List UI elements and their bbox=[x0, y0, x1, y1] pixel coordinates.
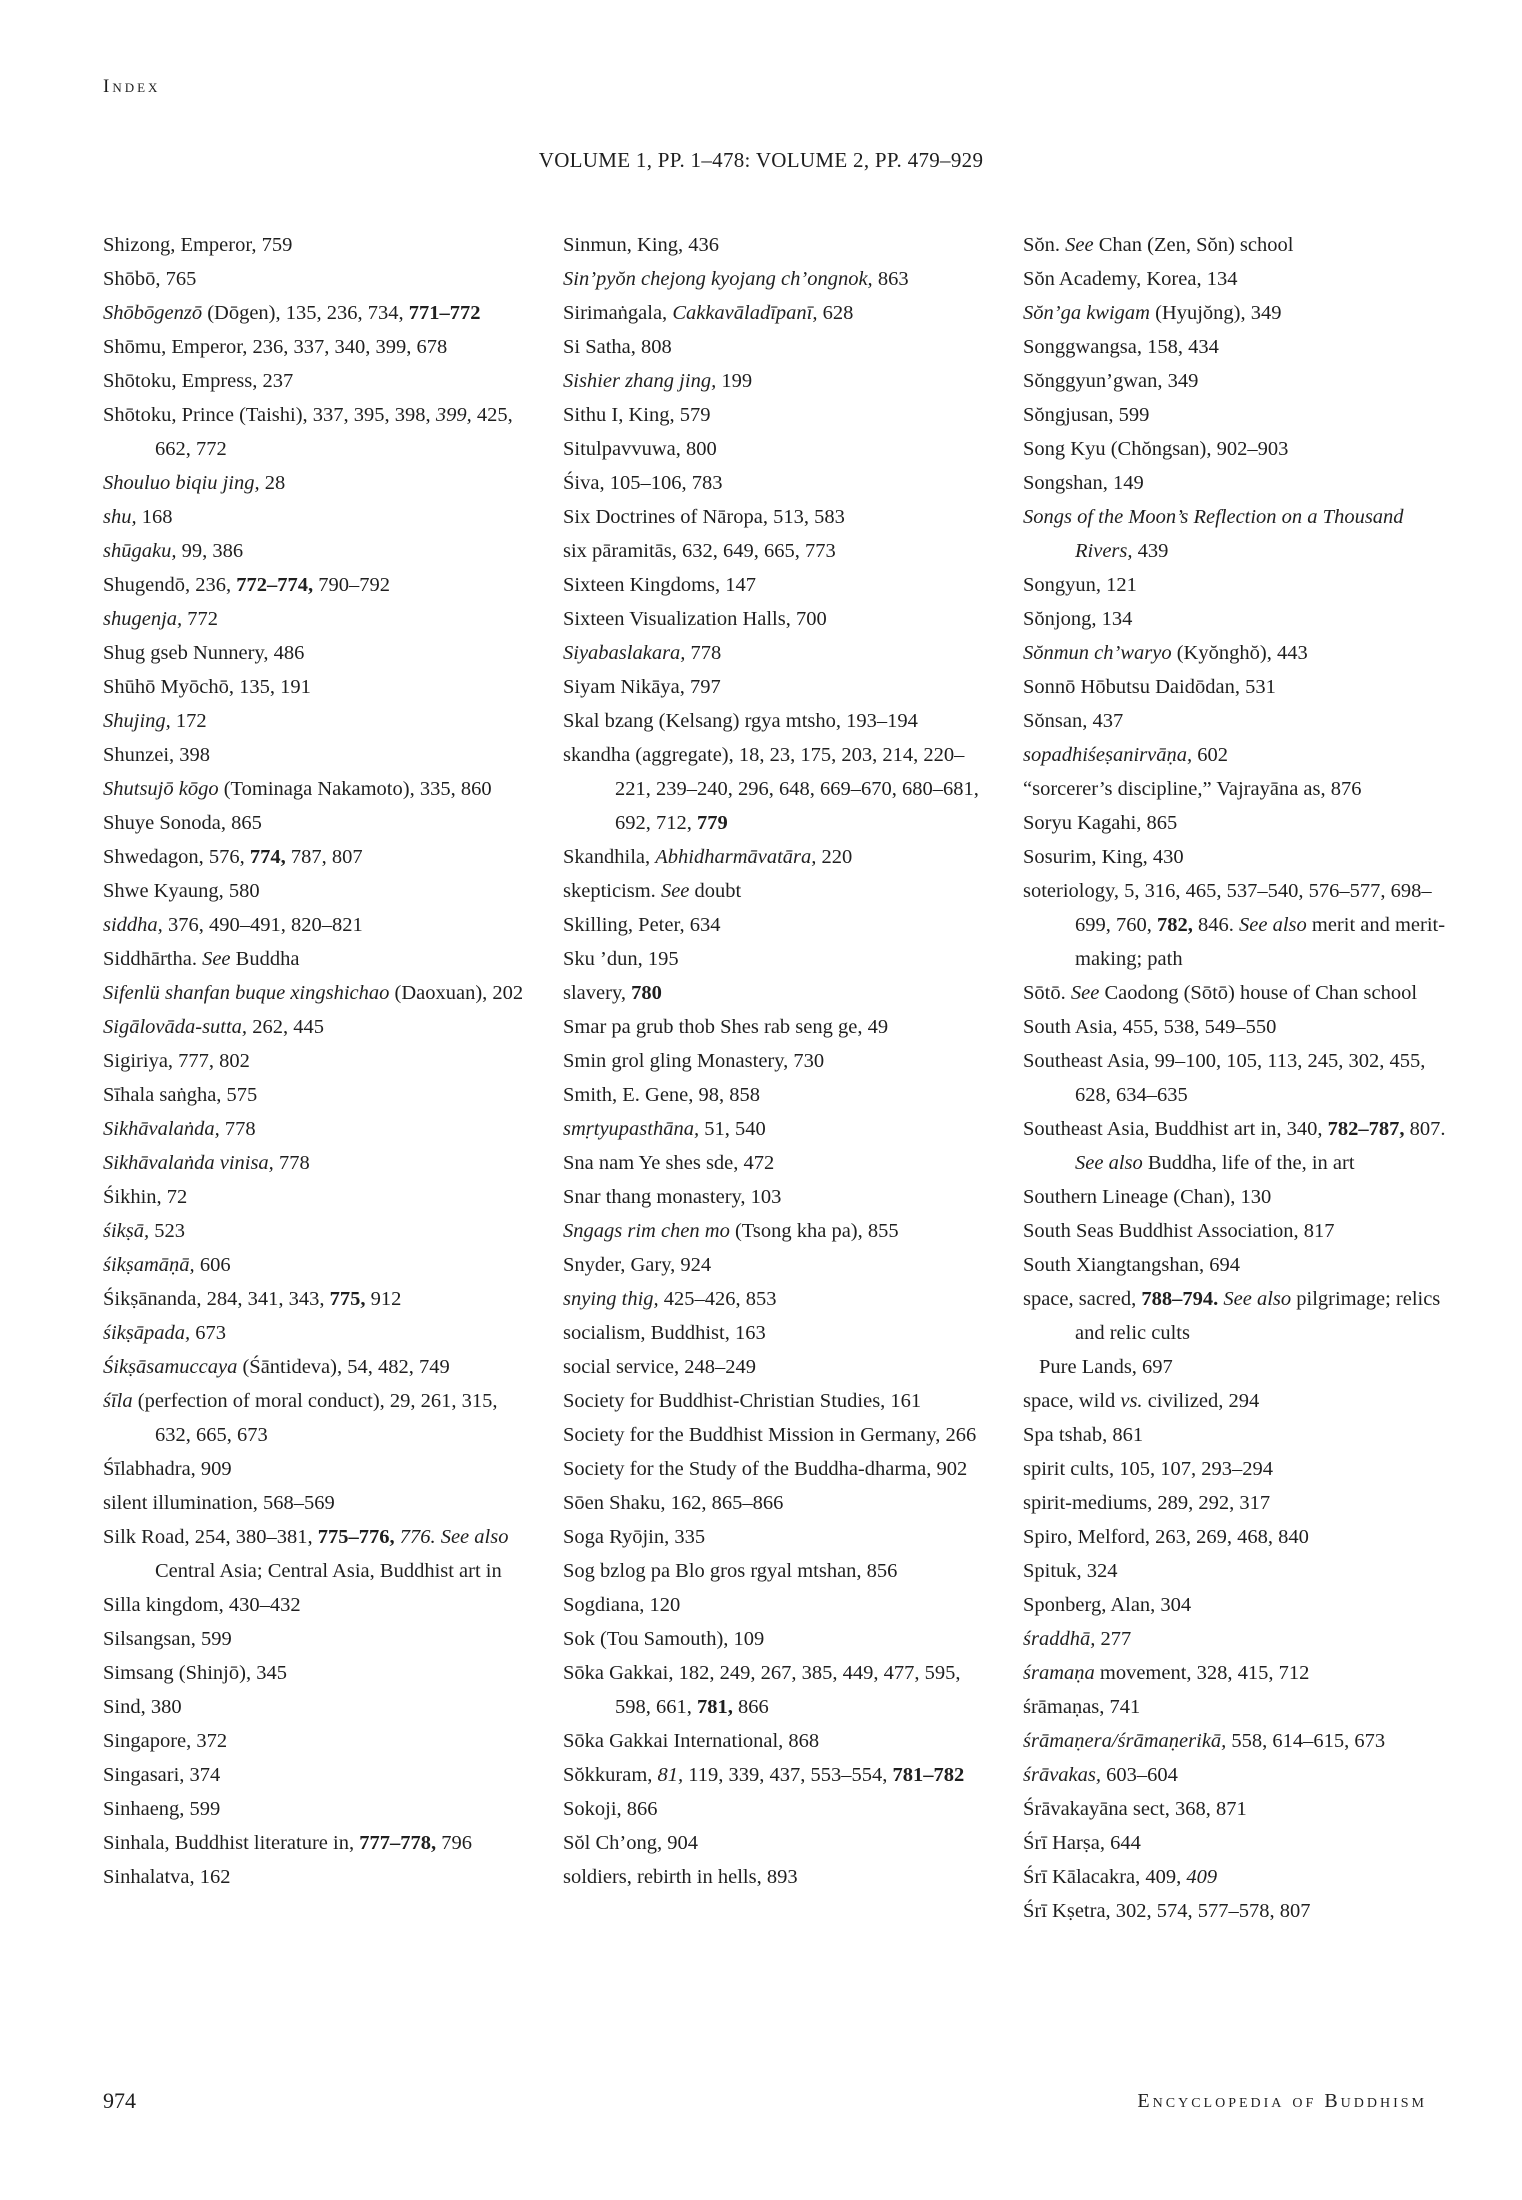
index-entry: shu, 168 bbox=[103, 506, 173, 528]
index-entry: Sind, 380 bbox=[103, 1696, 182, 1718]
index-entry: Sikhāvalaṅda vinisa, 778 bbox=[103, 1152, 310, 1174]
volume-range-heading: VOLUME 1, PP. 1–478: VOLUME 2, PP. 479–929 bbox=[538, 148, 984, 172]
index-entry: Smith, E. Gene, 98, 858 bbox=[563, 1084, 761, 1106]
index-entry: Sithu I, King, 579 bbox=[563, 404, 711, 426]
index-entry: Sŏnjong, 134 bbox=[1023, 608, 1133, 630]
index-entry: skepticism. See doubt bbox=[563, 880, 742, 902]
page-number: 974 bbox=[103, 2088, 136, 2113]
index-entry: Smin grol gling Monastery, 730 bbox=[563, 1050, 825, 1072]
index-entry: Sōen Shaku, 162, 865–866 bbox=[563, 1492, 784, 1514]
index-entry: Shōtoku, Empress, 237 bbox=[103, 370, 294, 392]
index-entry: Sōka Gakkai, 182, 249, 267, 385, 449, 477, 595, 598, 661, 781, 866 bbox=[563, 1662, 961, 1718]
index-entry: Shizong, Emperor, 759 bbox=[103, 234, 293, 256]
index-entry: Sogdiana, 120 bbox=[563, 1594, 681, 1616]
index-entry: South Xiangtangshan, 694 bbox=[1023, 1254, 1240, 1276]
index-entry: Shuye Sonoda, 865 bbox=[103, 812, 262, 834]
index-entry: Silla kingdom, 430–432 bbox=[103, 1594, 301, 1616]
index-entry: Spiro, Melford, 263, 269, 468, 840 bbox=[1023, 1526, 1309, 1548]
index-entry: śraddhā, 277 bbox=[1023, 1628, 1132, 1650]
index-entry: Sŏl Ch’ong, 904 bbox=[563, 1832, 698, 1854]
index-entry: shugenja, 772 bbox=[103, 608, 219, 630]
index-entry: Shūhō Myōchō, 135, 191 bbox=[103, 676, 311, 698]
index-entry: Sŏnmun ch’waryo (Kyŏnghŏ), 443 bbox=[1023, 642, 1308, 664]
index-entry: six pāramitās, 632, 649, 665, 773 bbox=[563, 540, 836, 562]
index-entry: Siyam Nikāya, 797 bbox=[563, 676, 721, 698]
index-entry: Southeast Asia, Buddhist art in, 340, 782–787, 807. See also Buddha, life of the, in art bbox=[1023, 1118, 1446, 1174]
index-entry: Sīhala saṅgha, 575 bbox=[103, 1084, 258, 1106]
index-entry: space, sacred, 788–794. See also pilgrimage; relics and relic cults bbox=[1023, 1288, 1441, 1344]
index-entry: socialism, Buddhist, 163 bbox=[563, 1322, 766, 1344]
index-entry: Soga Ryōjin, 335 bbox=[563, 1526, 706, 1548]
index-entry: Sngags rim chen mo (Tsong kha pa), 855 bbox=[563, 1220, 899, 1242]
index-entry: space, wild vs. civilized, 294 bbox=[1023, 1390, 1260, 1412]
index-entry: Sŏkkuram, 81, 119, 339, 437, 553–554, 781–782 bbox=[563, 1764, 965, 1786]
index-entry: Sigālovāda-sutta, 262, 445 bbox=[103, 1016, 324, 1038]
index-entry: Sinhaeng, 599 bbox=[103, 1798, 221, 1820]
index-entry: Sōka Gakkai International, 868 bbox=[563, 1730, 820, 1752]
index-entry: Spituk, 324 bbox=[1023, 1560, 1118, 1582]
index-entry: Situlpavvuwa, 800 bbox=[563, 438, 717, 460]
index-entry: Sŏnggyun’gwan, 349 bbox=[1023, 370, 1199, 392]
index-entry: Sinmun, King, 436 bbox=[563, 234, 720, 256]
index-entry: śrāvakas, 603–604 bbox=[1023, 1764, 1178, 1786]
index-entry: śikṣā, 523 bbox=[103, 1220, 185, 1242]
index-entry: Snyder, Gary, 924 bbox=[563, 1254, 712, 1276]
index-entry: Sna nam Ye shes sde, 472 bbox=[563, 1152, 775, 1174]
index-entry: Śikṣānanda, 284, 341, 343, 775, 912 bbox=[103, 1288, 402, 1310]
index-entry: “sorcerer’s discipline,” Vajrayāna as, 876 bbox=[1023, 778, 1362, 800]
index-entry: smṛtyupasthāna, 51, 540 bbox=[563, 1118, 766, 1140]
index-entry: Sigiriya, 777, 802 bbox=[103, 1050, 250, 1072]
index-entry: Sokoji, 866 bbox=[563, 1798, 658, 1820]
index-entry: Southern Lineage (Chan), 130 bbox=[1023, 1186, 1272, 1208]
index-entry: silent illumination, 568–569 bbox=[103, 1492, 335, 1514]
index-entry: Society for Buddhist-Christian Studies, 161 bbox=[563, 1390, 922, 1412]
index-entry: Sifenlü shanfan buque xingshichao (Daoxuan), 202 bbox=[103, 982, 524, 1004]
index-entry: Singapore, 372 bbox=[103, 1730, 228, 1752]
index-entry: Śikhin, 72 bbox=[103, 1186, 188, 1208]
index-entry: Sŏn. See Chan (Zen, Sŏn) school bbox=[1023, 234, 1294, 256]
index-entry: śikṣāpada, 673 bbox=[103, 1322, 226, 1344]
index-column-1 bbox=[103, 228, 533, 1894]
index-entry: śrāmaṇera/śrāmaṇerikā, 558, 614–615, 673 bbox=[1023, 1730, 1386, 1752]
index-entry: soldiers, rebirth in hells, 893 bbox=[563, 1866, 798, 1888]
index-entry: soteriology, 5, 316, 465, 537–540, 576–577, 698–699, 760, 782, 846. See also merit and merit-making; path bbox=[1023, 880, 1446, 970]
index-entry: Six Doctrines of Nāropa, 513, 583 bbox=[563, 506, 845, 528]
index-entry: Śīlabhadra, 909 bbox=[103, 1458, 232, 1480]
index-entry: Spa tshab, 861 bbox=[1023, 1424, 1144, 1446]
index-entry: Śikṣāsamuccaya (Śāntideva), 54, 482, 749 bbox=[103, 1356, 450, 1378]
index-entry: Shutsujō kōgo (Tominaga Nakamoto), 335, 860 bbox=[103, 778, 492, 800]
index-entry: slavery, 780 bbox=[563, 982, 662, 1004]
index-entry: Singasari, 374 bbox=[103, 1764, 221, 1786]
index-entry: Sok (Tou Samouth), 109 bbox=[563, 1628, 765, 1650]
index-entry: Southeast Asia, 99–100, 105, 113, 245, 302, 455, 628, 634–635 bbox=[1023, 1050, 1426, 1106]
index-entry: South Seas Buddhist Association, 817 bbox=[1023, 1220, 1335, 1242]
index-entry: Shōbō, 765 bbox=[103, 268, 197, 290]
index-entry: Sponberg, Alan, 304 bbox=[1023, 1594, 1192, 1616]
index-entry: Skandhila, Abhidharmāvatāra, 220 bbox=[563, 846, 853, 868]
index-column-3 bbox=[1023, 228, 1453, 1928]
index-entry: Shōmu, Emperor, 236, 337, 340, 399, 678 bbox=[103, 336, 448, 358]
index-entry: spirit-mediums, 289, 292, 317 bbox=[1023, 1492, 1271, 1514]
index-entry: Si Satha, 808 bbox=[563, 336, 672, 358]
index-entry: Skal bzang (Kelsang) rgya mtsho, 193–194 bbox=[563, 710, 918, 732]
index-entry: Skilling, Peter, 634 bbox=[563, 914, 721, 936]
index-entry: Songs of the Moon’s Reflection on a Thousand Rivers, 439 bbox=[1023, 506, 1404, 562]
index-entry: Sosurim, King, 430 bbox=[1023, 846, 1184, 868]
index-entry: Shunzei, 398 bbox=[103, 744, 211, 766]
index-entry: Shōbōgenzō (Dōgen), 135, 236, 734, 771–772 bbox=[103, 302, 481, 324]
index-entry: Sin’pyŏn chejong kyojang ch’ongnok, 863 bbox=[563, 268, 909, 290]
index-entry: Smar pa grub thob Shes rab seng ge, 49 bbox=[563, 1016, 889, 1038]
index-entry: Śrī Kṣetra, 302, 574, 577–578, 807 bbox=[1023, 1900, 1311, 1922]
index-entry: Society for the Buddhist Mission in Germany, 266 bbox=[563, 1424, 977, 1446]
index-entry: Songyun, 121 bbox=[1023, 574, 1137, 596]
index-entry: Songgwangsa, 158, 434 bbox=[1023, 336, 1219, 358]
index-entry: śramaṇa movement, 328, 415, 712 bbox=[1023, 1662, 1310, 1684]
index-entry: Simsang (Shinjō), 345 bbox=[103, 1662, 287, 1684]
index-entry: Sŏn Academy, Korea, 134 bbox=[1023, 268, 1238, 290]
index-entry: Sinhalatva, 162 bbox=[103, 1866, 231, 1888]
index-entry: Soryu Kagahi, 865 bbox=[1023, 812, 1178, 834]
index-entry: Śiva, 105–106, 783 bbox=[563, 472, 723, 494]
index-entry: South Asia, 455, 538, 549–550 bbox=[1023, 1016, 1277, 1038]
index-entry: Śrī Kālacakra, 409, 409 bbox=[1023, 1866, 1218, 1888]
index-entry: Snar thang monastery, 103 bbox=[563, 1186, 782, 1208]
index-entry: Sog bzlog pa Blo gros rgyal mtshan, 856 bbox=[563, 1560, 898, 1582]
index-entry: Sirimaṅgala, Cakkavāladīpanī, 628 bbox=[563, 302, 854, 324]
index-entry: Song Kyu (Chŏngsan), 902–903 bbox=[1023, 438, 1289, 460]
index-entry: Sonnō Hōbutsu Daidōdan, 531 bbox=[1023, 676, 1276, 698]
index-entry: śīla (perfection of moral conduct), 29, 261, 315, 632, 665, 673 bbox=[103, 1390, 498, 1446]
index-entry: Śrī Harṣa, 644 bbox=[1023, 1832, 1141, 1854]
index-entry: Sŏngjusan, 599 bbox=[1023, 404, 1150, 426]
index-entry: śikṣamāṇā, 606 bbox=[103, 1254, 231, 1276]
index-entry: Pure Lands, 697 bbox=[1039, 1356, 1173, 1378]
index-entry: Silk Road, 254, 380–381, 775–776, 776. See also Central Asia; Central Asia, Buddhist art in bbox=[103, 1526, 509, 1582]
index-entry: social service, 248–249 bbox=[563, 1356, 756, 1378]
index-entry: Sixteen Kingdoms, 147 bbox=[563, 574, 757, 596]
index-entry: siddha, 376, 490–491, 820–821 bbox=[103, 914, 363, 936]
index-entry: Sōtō. See Caodong (Sōtō) house of Chan school bbox=[1023, 982, 1418, 1004]
index-entry: Shugendō, 236, 772–774, 790–792 bbox=[103, 574, 390, 596]
index-column-2 bbox=[563, 228, 993, 1894]
index-entry: Shwe Kyaung, 580 bbox=[103, 880, 260, 902]
index-entry: Sixteen Visualization Halls, 700 bbox=[563, 608, 827, 630]
index-entry: Shwedagon, 576, 774, 787, 807 bbox=[103, 846, 363, 868]
index-entry: Siyabaslakara, 778 bbox=[563, 642, 722, 664]
index-entry: Shujing, 172 bbox=[103, 710, 207, 732]
index-entry: Sinhala, Buddhist literature in, 777–778, 796 bbox=[103, 1832, 472, 1854]
running-foot: Encyclopedia of Buddhism bbox=[1137, 2090, 1427, 2112]
index-entry: Shouluo biqiu jing, 28 bbox=[103, 472, 286, 494]
index-entry: shūgaku, 99, 386 bbox=[103, 540, 244, 562]
index-entry: Sŏn’ga kwigam (Hyujŏng), 349 bbox=[1023, 302, 1282, 324]
index-entry: Silsangsan, 599 bbox=[103, 1628, 232, 1650]
index-entry: skandha (aggregate), 18, 23, 175, 203, 214, 220–221, 239–240, 296, 648, 669–670, 680–681, 692, 712, 779 bbox=[563, 744, 979, 834]
index-entry: Sŏnsan, 437 bbox=[1023, 710, 1124, 732]
index-entry: snying thig, 425–426, 853 bbox=[563, 1288, 777, 1310]
index-entry: sopadhiśeṣanirvāṇa, 602 bbox=[1023, 744, 1228, 766]
index-entry: Shug gseb Nunnery, 486 bbox=[103, 642, 305, 664]
index-entry: Sikhāvalaṅda, 778 bbox=[103, 1118, 256, 1140]
index-entry: Songshan, 149 bbox=[1023, 472, 1144, 494]
index-entry: śrāmaṇas, 741 bbox=[1023, 1696, 1141, 1718]
running-head: Index bbox=[103, 76, 161, 97]
index-entry: Shōtoku, Prince (Taishi), 337, 395, 398, 399, 425, 662, 772 bbox=[103, 404, 513, 460]
index-entry: Sku ’dun, 195 bbox=[563, 948, 679, 970]
index-entry: Śrāvakayāna sect, 368, 871 bbox=[1023, 1798, 1247, 1820]
index-entry: Sishier zhang jing, 199 bbox=[563, 370, 753, 392]
index-entry: Society for the Study of the Buddha-dharma, 902 bbox=[563, 1458, 968, 1480]
index-entry: Siddhārtha. See Buddha bbox=[103, 948, 300, 970]
index-entry: spirit cults, 105, 107, 293–294 bbox=[1023, 1458, 1273, 1480]
